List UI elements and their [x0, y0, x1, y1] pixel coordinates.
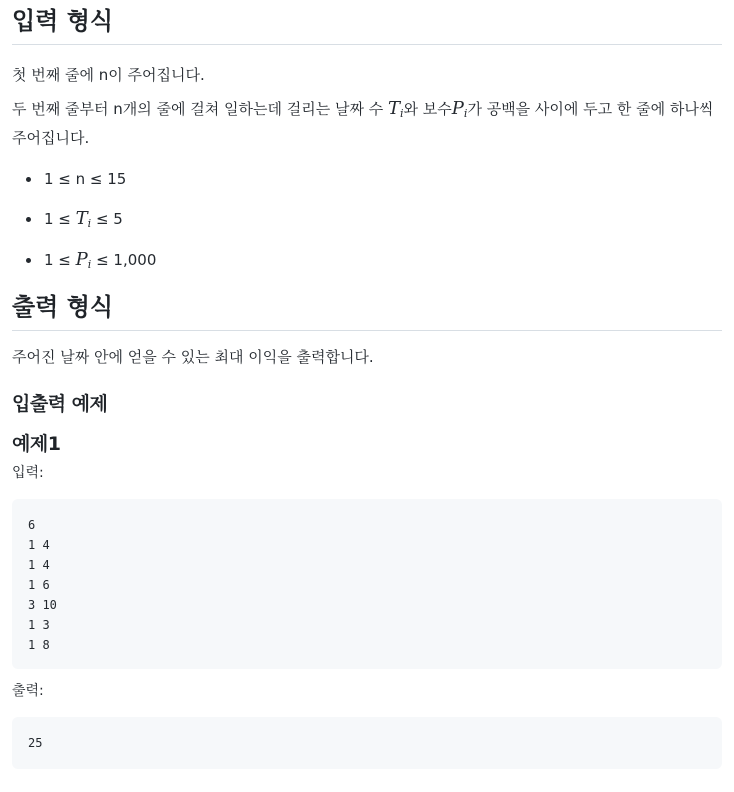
constraint-t: $1 \le T_i \le 5$: [12, 207, 722, 231]
example-output-block: 25: [12, 717, 722, 769]
input-line-2-part-b: 와 보수: [403, 100, 452, 118]
example-output-label: 출력:: [12, 683, 44, 699]
input-line-2: [12, 97, 722, 150]
constraint-n: 1 ≤ n ≤ 15: [12, 167, 722, 191]
output-line-1: 주어진 날짜 안에 얻을 수 있는 최대 이익을 출력합니다.: [12, 348, 374, 366]
problem-content: [12, 0, 722, 769]
example1-title: 예제1: [12, 433, 61, 455]
p-variable: $P_i$: [451, 98, 468, 120]
input-line-2-part-a: 두 번째 줄부터 n개의 줄에 걸쳐 일하는데 걸리는 날짜 수: [12, 100, 388, 118]
output-format-heading: 출력 형식: [12, 286, 722, 331]
constraints-list: [12, 167, 722, 272]
input-format-heading: 입력 형식: [12, 0, 722, 45]
t-variable: $T_i$: [387, 98, 404, 120]
constraint-p: $1 \le P_i \le 1,000$: [12, 248, 722, 272]
examples-heading: 입출력 예제: [12, 393, 108, 415]
example-input-label: 입력:: [12, 465, 44, 481]
input-line-2-part-c: 가 공백을 사이에 두고 한 줄에 하나씩 주어집니다.: [12, 100, 714, 147]
input-line-1: 첫 번째 줄에 n이 주어집니다.: [12, 66, 205, 84]
example-input-block: 6 1 4 1 4 1 6 3 10 1 3 1 8: [12, 499, 722, 669]
